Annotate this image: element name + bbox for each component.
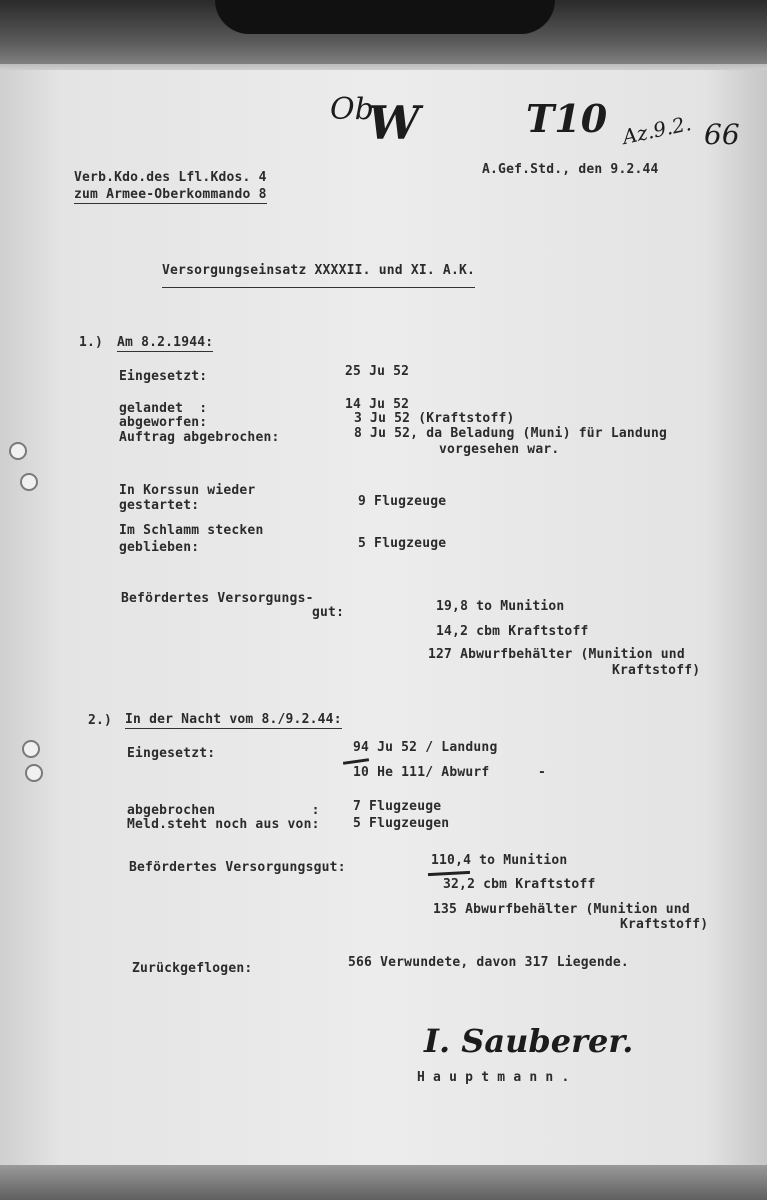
label-korssun-1: In Korssun wieder	[119, 483, 256, 498]
document-title: Versorgungseinsatz XXXXII. und XI. A.K.	[162, 263, 475, 288]
label-eingesetzt-2: Eingesetzt:	[127, 746, 216, 761]
value-auftrag-abgebrochen: 8 Ju 52, da Beladung (Muni) für Landung	[354, 426, 668, 441]
dash-mark: -	[538, 765, 547, 780]
section-2-number: 2.)	[88, 713, 113, 728]
cargo-1-abwurf-cont: Kraftstoff)	[612, 663, 701, 678]
punch-hole	[25, 764, 43, 782]
label-abgeworfen: abgeworfen:	[119, 415, 208, 430]
label-schlamm-1: Im Schlamm stecken	[119, 523, 264, 538]
value-korssun: 9 Flugzeuge	[358, 494, 447, 509]
cargo-2-abwurf-cont: Kraftstoff)	[620, 917, 709, 932]
value-gelandet: 14 Ju 52	[345, 397, 410, 412]
label-eingesetzt: Eingesetzt:	[119, 369, 208, 384]
value-zurueckgeflogen: 566 Verwundete, davon 317 Liegende.	[348, 955, 629, 970]
value-auftrag-abgebrochen-cont: vorgesehen war.	[439, 442, 560, 457]
annotation-ob: Ob.	[330, 92, 384, 127]
document-page	[0, 70, 767, 1170]
label-schlamm-2: geblieben:	[119, 540, 200, 555]
signature: I. Sauberer.	[424, 1022, 634, 1060]
punch-hole	[9, 442, 27, 460]
annotation-w: W	[368, 96, 420, 150]
value-eingesetzt-2-ju52: 94 Ju 52 / Landung	[353, 740, 498, 755]
annotation-t-mark: T10	[526, 96, 608, 141]
label-korssun-2: gestartet:	[119, 498, 200, 513]
cargo-1-abwurf: 127 Abwurfbehälter (Munition und	[428, 647, 685, 662]
label-auftrag-abgebrochen: Auftrag abgebrochen:	[119, 430, 280, 445]
value-abgeworfen: 3 Ju 52 (Kraftstoff)	[354, 411, 515, 426]
place-date: A.Gef.Std., den 9.2.44	[482, 162, 659, 177]
value-meld: 5 Flugzeugen	[353, 816, 450, 831]
annotation-right-note: Az.9.2.	[620, 111, 694, 149]
label-meld: Meld.steht noch aus von:	[127, 817, 320, 832]
label-zurueckgeflogen: Zurückgeflogen:	[132, 961, 253, 976]
sender-line-2: zum Armee-Oberkommando 8	[74, 187, 267, 202]
value-abgebrochen-2: 7 Flugzeuge	[353, 799, 442, 814]
cargo-1-munition: 19,8 to Munition	[436, 599, 565, 614]
scan-shadow	[215, 0, 555, 34]
cargo-1-kraftstoff: 14,2 cbm Kraftstoff	[436, 624, 589, 639]
punch-hole	[22, 740, 40, 758]
label-abgebrochen-2: abgebrochen :	[127, 803, 320, 818]
value-schlamm: 5 Flugzeuge	[358, 536, 447, 551]
sender-line-1: Verb.Kdo.des Lfl.Kdos. 4	[74, 170, 267, 185]
label-befoerdert-2: gut:	[312, 605, 345, 620]
signature-rank: H a u p t m a n n .	[417, 1070, 570, 1085]
cargo-2-abwurf: 135 Abwurfbehälter (Munition und	[433, 902, 690, 917]
section-1-number: 1.)	[79, 335, 104, 350]
value-eingesetzt-2-he111: 10 He 111/ Abwurf	[353, 765, 490, 780]
section-2-heading: In der Nacht vom 8./9.2.44:	[125, 712, 342, 727]
punch-hole	[20, 473, 38, 491]
label-gelandet: gelandet :	[119, 401, 208, 416]
section-1-heading: Am 8.2.1944:	[117, 335, 214, 350]
cargo-2-munition: 110,4 to Munition	[431, 853, 568, 868]
label-befoerdert-2: Befördertes Versorgungsgut:	[129, 860, 346, 875]
annotation-right-num: 66	[704, 118, 740, 151]
cargo-2-kraftstoff: 32,2 cbm Kraftstoff	[443, 877, 596, 892]
label-befoerdert-1: Befördertes Versorgungs-	[121, 591, 314, 606]
value-eingesetzt: 25 Ju 52	[345, 364, 410, 379]
scan-bottom-border	[0, 1165, 767, 1200]
